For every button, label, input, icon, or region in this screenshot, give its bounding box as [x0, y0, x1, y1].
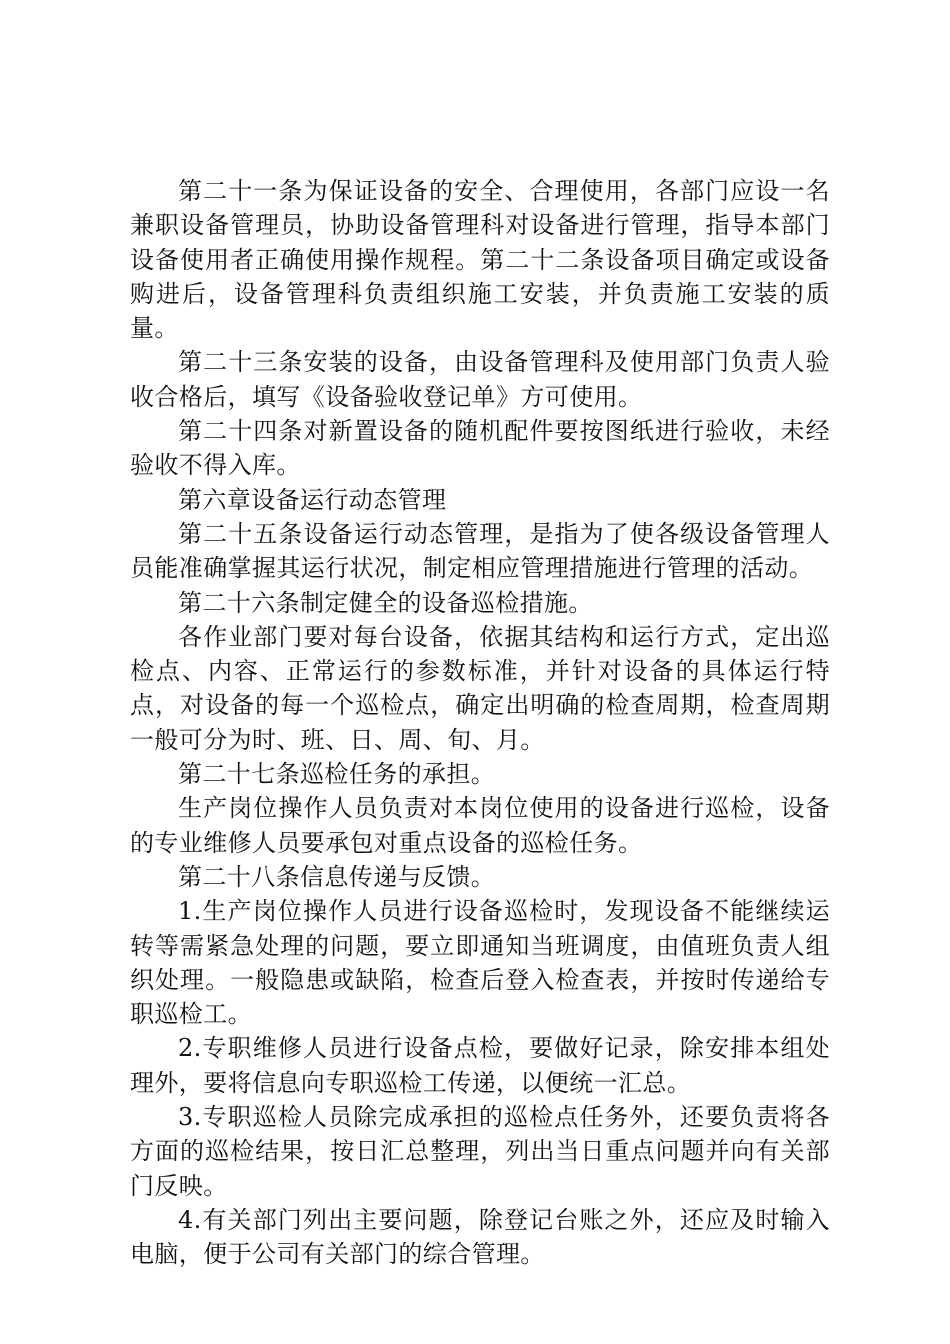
list-item-3: 3.专职巡检人员除完成承担的巡检点任务外，还要负责将各方面的巡检结果，按日汇总整理，列出当日重点问题并向有关部门反映。 [130, 1103, 830, 1200]
paragraph-article-27: 第二十七条巡检任务的承担。 [178, 760, 496, 789]
paragraph-article-25: 第二十五条设备运行动态管理，是指为了使各级设备管理人员能准确掌握其运行状况，制定相应管理措施进行管理的活动。 [130, 519, 830, 583]
paragraph-article-24: 第二十四条对新置设备的随机配件要按图纸进行验收，未经验收不得入库。 [130, 417, 830, 480]
list-item-2: 2.专职维修人员进行设备点检，要做好记录，除安排本组处理外，要将信息向专职巡检工传递，以便统一汇总。 [130, 1034, 830, 1097]
paragraph-inspection-duties: 生产岗位操作人员负责对本岗位使用的设备进行巡检，设备的专业维修人员要承包对重点设备的巡检任务。 [130, 794, 830, 857]
paragraph-article-28: 第二十八条信息传递与反馈。 [178, 862, 496, 891]
list-item-1: 1.生产岗位操作人员进行设备巡检时，发现设备不能继续运转等需紧急处理的问题，要立即通知当班调度，由值班负责人组织处理。一般隐患或缺陷，检查后登入检查表，并按时传递给专职巡检工。 [130, 897, 830, 1029]
paragraph-inspection-measures: 各作业部门要对每台设备，依据其结构和运行方式，定出巡检点、内容、正常运行的参数标准，并针对设备的具体运行特点，对设备的每一个巡检点，确定出明确的检查周期，检查周期一般可分为时、班、日、周、旬、月。 [130, 622, 830, 754]
list-item-4: 4.有关部门列出主要问题，除登记台账之外，还应及时输入电脑，便于公司有关部门的综合管理。 [130, 1205, 830, 1269]
paragraph-article-23: 第二十三条安装的设备，由设备管理科及使用部门负责人验收合格后，填写《设备验收登记单》方可使用。 [130, 348, 830, 411]
paragraph-article-21-22: 第二十一条为保证设备的安全、合理使用，各部门应设一名兼职设备管理员，协助设备管理科对设备进行管理，指导本部门设备使用者正确使用操作规程。第二十二条设备项目确定或设备购进后，设备管理科负责组织施工安装，并负责施工安装的质量。 [130, 177, 830, 343]
paragraph-article-26: 第二十六条制定健全的设备巡检措施。 [178, 588, 593, 617]
document-body [130, 174, 830, 1272]
chapter-heading: 第六章设备运行动态管理 [178, 485, 447, 514]
